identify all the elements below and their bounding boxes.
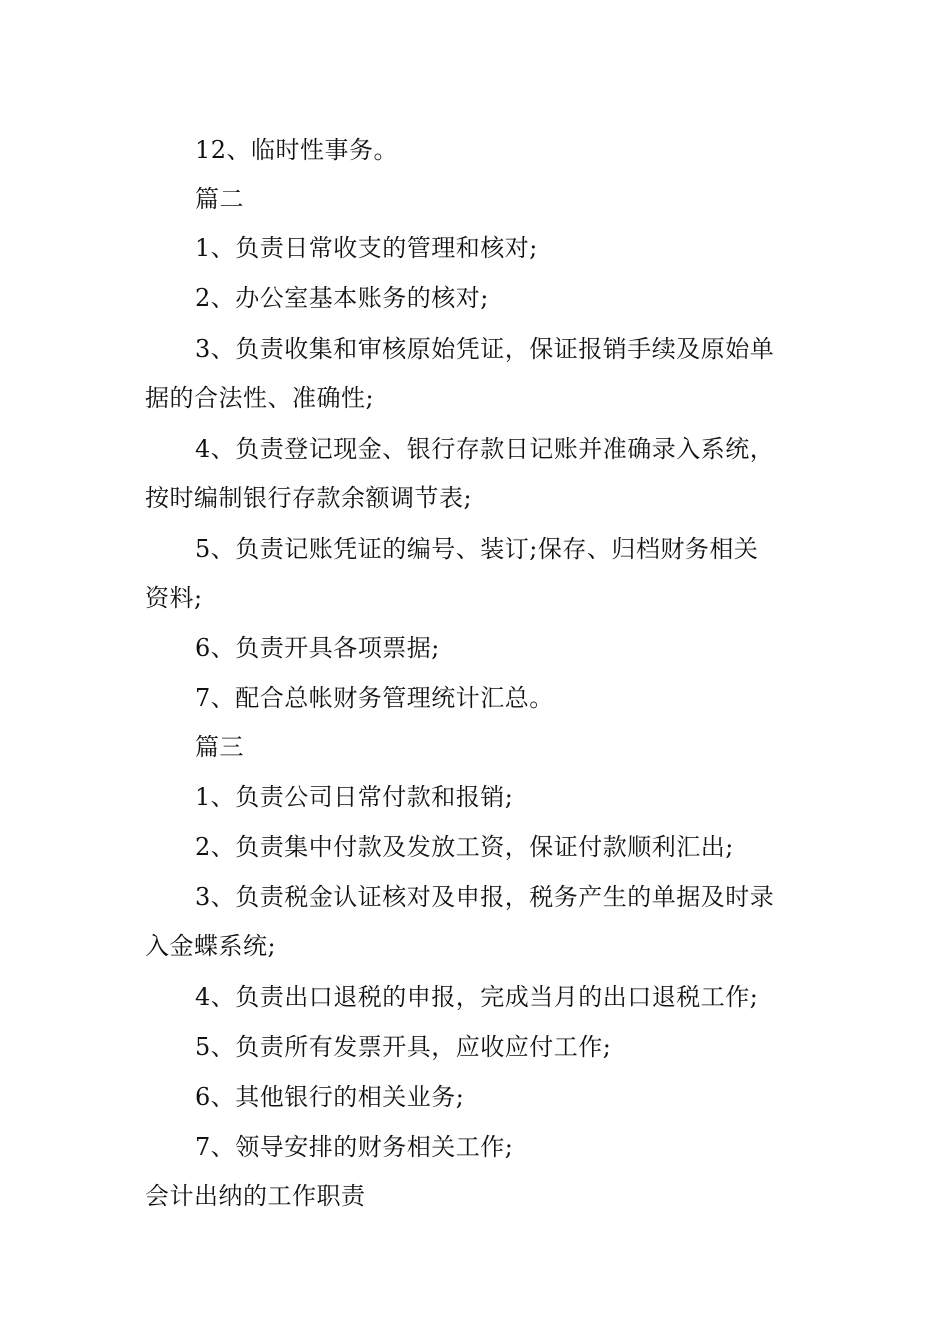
text-line-p2-item-6: 6、负责开具各项票据; — [195, 634, 440, 662]
text-line-p3-item-5: 5、负责所有发票开具，应收应付工作; — [195, 1033, 612, 1061]
text-line-p3-item-7: 7、领导安排的财务相关工作; — [195, 1133, 514, 1161]
text-line-p2-item-1: 1、负责日常收支的管理和核对; — [195, 234, 538, 262]
text-line-p2-item-4: 4、负责登记现金、银行存款日记账并准确录入系统， — [195, 435, 775, 463]
section-heading-part-three: 篇三 — [195, 733, 244, 761]
text-line-p2-item-2: 2、办公室基本账务的核对; — [195, 284, 489, 312]
text-line-p3-item-1: 1、负责公司日常付款和报销; — [195, 783, 514, 811]
text-line-p2-item-7: 7、配合总帐财务管理统计汇总。 — [195, 684, 554, 712]
text-line-p2-item-4-cont: 按时编制银行存款余额调节表; — [145, 484, 473, 512]
text-line-p3-item-4: 4、负责出口退税的申报，完成当月的出口退税工作; — [195, 983, 759, 1011]
text-line-p2-item-5-cont: 资料; — [145, 584, 203, 612]
text-line-p3-item-3: 3、负责税金认证核对及申报，税务产生的单据及时录 — [195, 883, 775, 911]
text-line-p2-item-3-cont: 据的合法性、准确性; — [145, 384, 375, 412]
text-line-p2-item-3: 3、负责收集和审核原始凭证，保证报销手续及原始单 — [195, 335, 775, 363]
text-line-p3-item-3-cont: 入金蝶系统; — [145, 932, 277, 960]
footer-title: 会计出纳的工作职责 — [145, 1182, 366, 1210]
section-heading-part-two: 篇二 — [195, 185, 244, 213]
text-line-p2-item-5: 5、负责记账凭证的编号、装订;保存、归档财务相关 — [195, 535, 759, 563]
text-line-p3-item-2: 2、负责集中付款及发放工资，保证付款顺利汇出; — [195, 833, 734, 861]
text-line-p3-item-6: 6、其他银行的相关业务; — [195, 1083, 465, 1111]
text-line-item-12: 12、临时性事务。 — [195, 136, 399, 164]
